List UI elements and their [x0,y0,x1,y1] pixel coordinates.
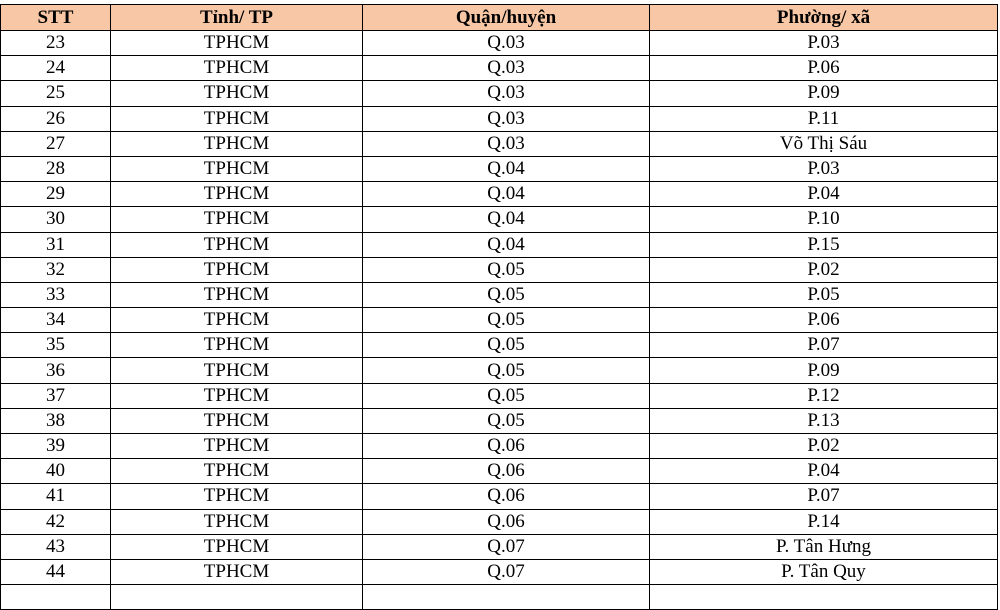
table-row [1,509,998,534]
cell-province: TPHCM [111,559,363,584]
cell-stt: 41 [1,484,111,509]
table-row [1,106,998,131]
cell-district: Q.03 [363,81,650,106]
cell-province: TPHCM [111,282,363,307]
table-row [1,56,998,81]
cell-ward: P.06 [650,56,998,81]
cell-ward: Võ Thị Sáu [650,131,998,156]
header-stt: STT [1,5,111,31]
cell-stt: 26 [1,106,111,131]
table-row [1,333,998,358]
table-row [1,484,998,509]
cell-stt: 23 [1,31,111,56]
cell-province: TPHCM [111,333,363,358]
cell-district: Q.05 [363,408,650,433]
table-row [1,383,998,408]
cell-province: TPHCM [111,257,363,282]
cell-province: TPHCM [111,509,363,534]
table-row [1,81,998,106]
table-row [1,257,998,282]
table-row [1,156,998,181]
cell-district: Q.04 [363,156,650,181]
cell-province: TPHCM [111,534,363,559]
cell-province: TPHCM [111,106,363,131]
cell-province: TPHCM [111,31,363,56]
cell-district: Q.03 [363,56,650,81]
cell-ward: P.12 [650,383,998,408]
table-row [1,282,998,307]
cell-stt: 27 [1,131,111,156]
cell-district: Q.04 [363,182,650,207]
cell-stt: 40 [1,459,111,484]
table-header [1,5,998,31]
cell-stt [1,585,111,610]
cell-district: Q.07 [363,559,650,584]
header-district: Quận/huyện [363,5,650,31]
cell-district: Q.05 [363,333,650,358]
table-row [1,182,998,207]
cell-ward: P.13 [650,408,998,433]
cell-stt: 34 [1,308,111,333]
table-row [1,31,998,56]
cell-province: TPHCM [111,156,363,181]
cell-province: TPHCM [111,459,363,484]
header-row [1,5,998,31]
cell-province: TPHCM [111,207,363,232]
cell-district: Q.03 [363,131,650,156]
cell-district: Q.05 [363,358,650,383]
cell-district: Q.05 [363,282,650,307]
cell-district [363,585,650,610]
cell-ward: P.04 [650,459,998,484]
cell-province: TPHCM [111,81,363,106]
header-ward: Phường/ xã [650,5,998,31]
cell-stt: 31 [1,232,111,257]
cell-stt: 30 [1,207,111,232]
table-row [1,207,998,232]
table-body [1,31,998,610]
cell-district: Q.06 [363,509,650,534]
cell-ward: P.09 [650,81,998,106]
cell-ward: P.09 [650,358,998,383]
cell-ward: P.04 [650,182,998,207]
cell-province [111,585,363,610]
cell-district: Q.06 [363,434,650,459]
cell-province: TPHCM [111,434,363,459]
cell-stt: 24 [1,56,111,81]
cell-ward: P.07 [650,484,998,509]
cell-district: Q.05 [363,257,650,282]
cell-stt: 35 [1,333,111,358]
cell-ward: P.15 [650,232,998,257]
ward-list-table [0,4,998,610]
header-province: Tỉnh/ TP [111,5,363,31]
cell-district: Q.05 [363,308,650,333]
cell-stt: 37 [1,383,111,408]
cell-ward [650,585,998,610]
table-row [1,131,998,156]
cell-district: Q.03 [363,31,650,56]
cell-province: TPHCM [111,232,363,257]
cell-stt: 38 [1,408,111,433]
table-row [1,459,998,484]
table-row [1,534,998,559]
table-row [1,308,998,333]
cell-province: TPHCM [111,308,363,333]
cell-stt: 36 [1,358,111,383]
cell-ward: P.05 [650,282,998,307]
cell-stt: 25 [1,81,111,106]
cell-province: TPHCM [111,383,363,408]
cell-province: TPHCM [111,408,363,433]
cell-district: Q.03 [363,106,650,131]
cell-ward: P.02 [650,257,998,282]
cell-district: Q.05 [363,383,650,408]
cell-province: TPHCM [111,56,363,81]
cell-stt: 43 [1,534,111,559]
cell-ward: P. Tân Quy [650,559,998,584]
cell-district: Q.06 [363,459,650,484]
table-row [1,358,998,383]
cell-province: TPHCM [111,484,363,509]
cell-stt: 32 [1,257,111,282]
cell-stt: 39 [1,434,111,459]
cell-province: TPHCM [111,358,363,383]
cell-stt: 33 [1,282,111,307]
cell-stt: 42 [1,509,111,534]
cell-district: Q.06 [363,484,650,509]
table-row-cut-off [1,585,998,610]
cell-ward: P.02 [650,434,998,459]
cell-ward: P.07 [650,333,998,358]
table-row [1,408,998,433]
table-row [1,232,998,257]
cell-district: Q.04 [363,232,650,257]
cell-district: Q.04 [363,207,650,232]
cell-stt: 29 [1,182,111,207]
cell-ward: P.10 [650,207,998,232]
cell-ward: P.14 [650,509,998,534]
cell-ward: P. Tân Hưng [650,534,998,559]
cell-ward: P.11 [650,106,998,131]
table-row [1,434,998,459]
table-row [1,559,998,584]
cell-stt: 44 [1,559,111,584]
cell-ward: P.03 [650,31,998,56]
cell-ward: P.03 [650,156,998,181]
cell-province: TPHCM [111,182,363,207]
cell-ward: P.06 [650,308,998,333]
cell-province: TPHCM [111,131,363,156]
cell-district: Q.07 [363,534,650,559]
cell-stt: 28 [1,156,111,181]
